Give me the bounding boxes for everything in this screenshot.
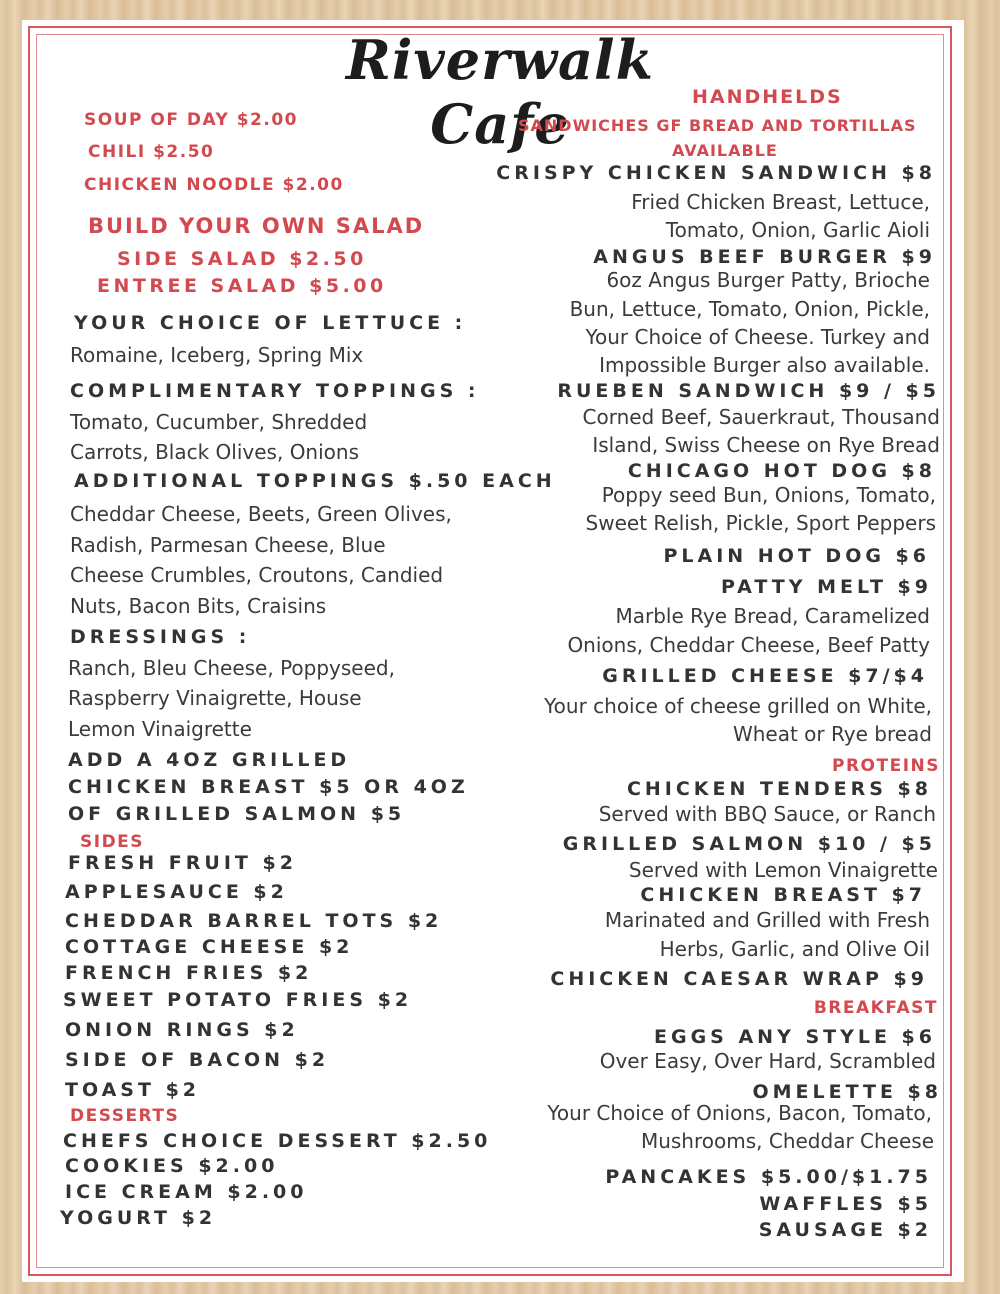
crispy-desc-1: Fried Chicken Breast, Lettuce, xyxy=(631,190,930,214)
angus-desc-3: Your Choice of Cheese. Turkey and xyxy=(585,325,930,349)
chicken-caesar-wrap: CHICKEN CAESAR WRAP $9 xyxy=(550,968,928,990)
grilled-salmon: GRILLED SALMON $10 / $5 xyxy=(562,833,936,855)
crispy-chicken-sandwich: CRISPY CHICKEN SANDWICH $8 xyxy=(496,162,936,184)
breakfast-title: BREAKFAST xyxy=(813,998,938,1018)
waffles: WAFFLES $5 xyxy=(759,1193,932,1215)
salad-title: BUILD YOUR OWN SALAD xyxy=(88,214,425,238)
handhelds-title: HANDHELDS xyxy=(692,86,843,108)
sides-title: SIDES xyxy=(80,832,145,852)
dessert-item: ICE CREAM $2.00 xyxy=(65,1181,308,1203)
side-item: ONION RINGS $2 xyxy=(65,1019,299,1041)
complimentary-list-2: Carrots, Black Olives, Onions xyxy=(70,440,359,464)
side-item: FRENCH FRIES $2 xyxy=(65,962,313,984)
side-item: COTTAGE CHEESE $2 xyxy=(65,936,354,958)
dessert-item: COOKIES $2.00 xyxy=(65,1155,279,1177)
add-protein-1: ADD A 4OZ GRILLED xyxy=(68,749,351,771)
angus-beef-burger: ANGUS BEEF BURGER $9 xyxy=(593,246,936,268)
lettuce-heading: YOUR CHOICE OF LETTUCE : xyxy=(74,312,467,334)
cafe-logo: Riverwalk Cafe xyxy=(346,28,654,156)
patty-desc-2: Onions, Cheddar Cheese, Beef Patty xyxy=(567,633,930,657)
add-protein-2: CHICKEN BREAST $5 OR 4OZ xyxy=(68,776,469,798)
additional-heading: ADDITIONAL TOPPINGS $.50 EACH xyxy=(74,470,556,492)
dessert-item: YOGURT $2 xyxy=(60,1207,217,1229)
additional-list-2: Radish, Parmesan Cheese, Blue xyxy=(70,533,386,557)
chicago-desc-2: Sweet Relish, Pickle, Sport Peppers xyxy=(585,511,936,535)
grilled-desc-2: Wheat or Rye bread xyxy=(732,722,932,746)
breast-desc-1: Marinated and Grilled with Fresh xyxy=(604,908,930,932)
crispy-desc-2: Tomato, Onion, Garlic Aioli xyxy=(665,218,930,242)
chili: CHILI $2.50 xyxy=(88,142,215,162)
dressings-heading: DRESSINGS : xyxy=(70,626,251,648)
pancakes: PANCAKES $5.00/$1.75 xyxy=(605,1166,932,1188)
angus-desc-4: Impossible Burger also available. xyxy=(599,353,930,377)
additional-list-3: Cheese Crumbles, Croutons, Candied xyxy=(70,563,444,587)
chicken-breast: CHICKEN BREAST $7 xyxy=(640,884,926,906)
grilled-desc-1: Your choice of cheese grilled on White, xyxy=(544,694,932,718)
side-salad: SIDE SALAD $2.50 xyxy=(117,248,367,270)
complimentary-list-1: Tomato, Cucumber, Shredded xyxy=(70,410,368,434)
chicago-desc-1: Poppy seed Bun, Onions, Tomato, xyxy=(601,483,936,507)
angus-desc-1: 6oz Angus Burger Patty, Brioche xyxy=(606,268,930,292)
grilled-cheese: GRILLED CHEESE $7/$4 xyxy=(602,665,928,687)
side-item: CHEDDAR BARREL TOTS $2 xyxy=(65,910,443,932)
side-item: SIDE OF BACON $2 xyxy=(65,1049,330,1071)
tenders-desc: Served with BBQ Sauce, or Ranch xyxy=(598,802,936,826)
complimentary-heading: COMPLIMENTARY TOPPINGS : xyxy=(70,380,480,402)
chicken-noodle: CHICKEN NOODLE $2.00 xyxy=(84,175,344,195)
rueben-desc-1: Corned Beef, Sauerkraut, Thousand xyxy=(582,405,940,429)
eggs-any-style: EGGS ANY STYLE $6 xyxy=(654,1026,936,1048)
patty-melt: PATTY MELT $9 xyxy=(720,576,932,598)
dressings-list-2: Raspberry Vinaigrette, House xyxy=(68,686,362,710)
side-item: SWEET POTATO FRIES $2 xyxy=(63,989,413,1011)
omelette-desc-1: Your Choice of Onions, Bacon, Tomato, xyxy=(547,1101,932,1125)
omelette: OMELETTE $8 xyxy=(752,1081,942,1103)
gf-note-2: AVAILABLE xyxy=(672,141,778,160)
desserts-title: DESSERTS xyxy=(70,1106,180,1126)
dressings-list-1: Ranch, Bleu Cheese, Poppyseed, xyxy=(68,656,395,680)
eggs-desc: Over Easy, Over Hard, Scrambled xyxy=(599,1049,936,1073)
entree-salad: ENTREE SALAD $5.00 xyxy=(97,275,387,297)
dessert-item: CHEFS CHOICE DESSERT $2.50 xyxy=(63,1130,492,1152)
additional-list-4: Nuts, Bacon Bits, Craisins xyxy=(70,594,327,618)
add-protein-3: OF GRILLED SALMON $5 xyxy=(68,803,406,825)
lettuce-list: Romaine, Iceberg, Spring Mix xyxy=(70,343,364,367)
salmon-desc: Served with Lemon Vinaigrette xyxy=(628,858,938,882)
soup-of-day: SOUP OF DAY $2.00 xyxy=(84,110,299,130)
breast-desc-2: Herbs, Garlic, and Olive Oil xyxy=(659,937,930,961)
gf-note-1: SANDWICHES GF BREAD AND TORTILLAS xyxy=(518,116,917,135)
sausage: SAUSAGE $2 xyxy=(758,1219,932,1241)
patty-desc-1: Marble Rye Bread, Caramelized xyxy=(615,604,930,628)
proteins-title: PROTEINS xyxy=(831,756,940,776)
chicken-tenders: CHICKEN TENDERS $8 xyxy=(626,778,932,800)
rueben-sandwich: RUEBEN SANDWICH $9 / $5 xyxy=(557,380,940,402)
additional-list-1: Cheddar Cheese, Beets, Green Olives, xyxy=(70,502,452,526)
angus-desc-2: Bun, Lettuce, Tomato, Onion, Pickle, xyxy=(569,297,930,321)
side-item: APPLESAUCE $2 xyxy=(65,881,288,903)
chicago-hot-dog: CHICAGO HOT DOG $8 xyxy=(627,460,936,482)
side-item: TOAST $2 xyxy=(65,1079,201,1101)
side-item: FRESH FRUIT $2 xyxy=(68,852,297,874)
omelette-desc-2: Mushrooms, Cheddar Cheese xyxy=(640,1129,934,1153)
dressings-list-3: Lemon Vinaigrette xyxy=(68,717,252,741)
rueben-desc-2: Island, Swiss Cheese on Rye Bread xyxy=(592,433,940,457)
plain-hot-dog: PLAIN HOT DOG $6 xyxy=(663,545,930,567)
